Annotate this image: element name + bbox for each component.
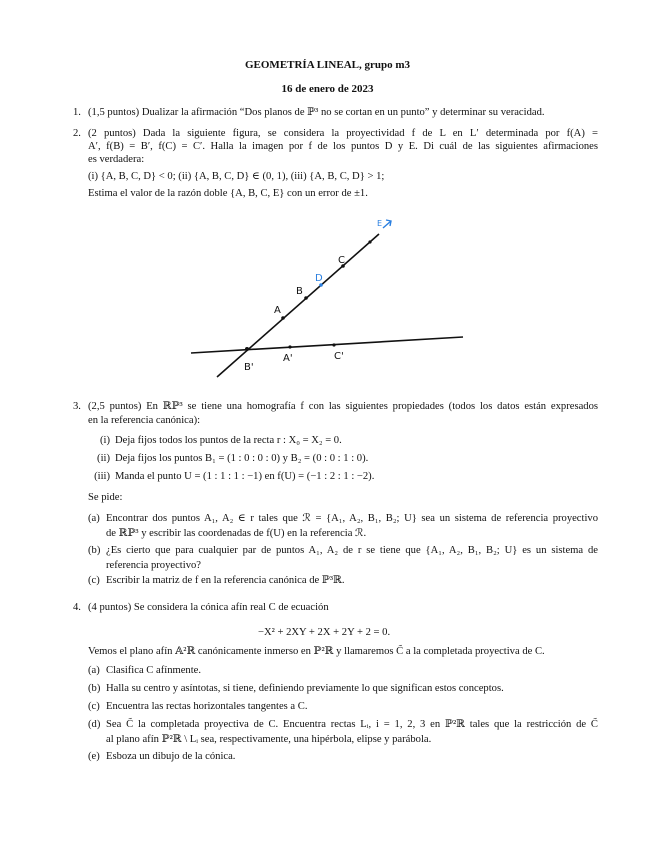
exam-date: 16 de enero de 2023: [281, 83, 374, 95]
q4-part-label: (d): [88, 719, 101, 730]
label-E: E: [377, 219, 383, 228]
q3-part-label: (c): [88, 575, 100, 586]
q1-text: (1,5 puntos) Dualizar la afirmación “Dos planos de ℙ³ no se cortan en un punto” y determinar su veracidad.: [88, 107, 545, 118]
q3-part-text: ¿Es cierto que para cualquier par de puntos A₁, A₂ de r se tiene que {A₁, A₂, B₁, B₂; U} es un sistema de: [106, 545, 598, 556]
q3-part-text: Escribir la matriz de f en la referencia canónica de ℙ³ℝ.: [106, 575, 345, 586]
exam-title: GEOMETRÍA LINEAL, grupo m3: [244, 59, 411, 71]
q2-options: (i) {A, B, C, D} < 0; (ii) {A, B, C, D} ∈ (0, 1), (iii) {A, B, C, D} > 1;: [88, 171, 385, 182]
q2-line: (2 puntos) Dada la siguiente figura, se considera la proyectividad f de L en L′ determinada por f(A) =: [88, 128, 598, 139]
q3-part-label: (a): [88, 513, 100, 524]
q2-line: A′, f(B) = B′, f(C) = C′. Halla la imagen por f de los puntos D y E. Di cuál de las siguientes afirmaciones: [88, 141, 598, 152]
q4-number: 4.: [73, 602, 81, 613]
q2-estimate: Estima el valor de la razón doble {A, B, C, E} con un error de ±1.: [88, 188, 368, 199]
q4-part-label: (e): [88, 751, 100, 762]
q4-part-text: Clasifica C afínmente.: [106, 665, 202, 676]
q3-prop-text: Manda el punto U = (1 : 1 : 1 : −1) en f(U) = (−1 : 2 : 1 : −2).: [115, 471, 375, 482]
q3-line: en la referencia canónica):: [88, 415, 201, 426]
q2-line: es verdadera:: [88, 154, 145, 165]
q3-prop-label: (ii): [97, 453, 110, 464]
arrow-E-icon: [383, 220, 391, 228]
q4-context: Vemos el plano afín 𝔸²ℝ canónicamente inmerso en ℙ²ℝ y llamaremos C̃ a la completada proyectiva de C.: [88, 646, 545, 657]
point-A: [281, 316, 285, 320]
q3-part-text: Encontrar dos puntos A₁, A₂ ∈ r tales que ℛ = {A₁, A₂, B₁, B₂; U} sea un sistema de referencia proyectivo: [106, 513, 598, 524]
q4-part-text: Sea C̃ la completada proyectiva de C. Encuentra rectas Lᵢ, i = 1, 2, 3 en ℙ²ℝ tales que la restricción de C̃: [106, 719, 598, 730]
q4-intro: (4 puntos) Se considera la cónica afín real C de ecuación: [88, 602, 329, 613]
q3-number: 3.: [73, 401, 81, 412]
q4-part-text: Esboza un dibujo de la cónica.: [106, 751, 236, 762]
q3-prop-label: (i): [100, 435, 110, 446]
q3-prop-text: Deja fijos los puntos B₁ = (1 : 0 : 0 : 0) y B₂ = (0 : 0 : 1 : 0).: [115, 453, 369, 464]
q3-prop-text: Deja fijos todos los puntos de la recta r : X₀ = X₂ = 0.: [115, 435, 342, 446]
q3-prop-label: (iii): [94, 471, 110, 482]
q4-part-label: (b): [88, 683, 101, 694]
q4-equation: −X² + 2XY + 2X + 2Y + 2 = 0.: [258, 627, 391, 638]
q3-part-label: (b): [88, 545, 101, 556]
point-A-prime: [288, 345, 291, 348]
q4-part-text: al plano afín ℙ²ℝ \ Lᵢ sea, respectivamente, una hipérbola, elipse y parábola.: [106, 734, 432, 745]
q2-number: 2.: [73, 128, 81, 139]
label-C-prime: C': [334, 351, 344, 362]
q4-part-text: Halla su centro y asíntotas, si tiene, definiendo previamente lo que significan estos conceptos.: [106, 683, 504, 694]
point-B: [304, 296, 308, 300]
q3-se-pide: Se pide:: [88, 492, 123, 503]
q4-part-text: Encuentra las rectas horizontales tangentes a C.: [106, 701, 308, 712]
q1-number: 1.: [73, 107, 81, 118]
tick-mark: [368, 240, 371, 243]
q4-part-label: (c): [88, 701, 100, 712]
point-B-prime: [245, 347, 249, 351]
line-L: [217, 234, 379, 377]
q4-part-label: (a): [88, 665, 100, 676]
q3-part-text: de ℝℙ³ y escribir las coordenadas de f(U) en la referencia ℛ.: [106, 528, 367, 539]
label-A-prime: A': [283, 353, 293, 364]
label-D: D: [315, 273, 323, 284]
label-A: A: [274, 305, 281, 316]
label-B-prime: B': [244, 362, 254, 373]
label-C: C: [338, 255, 345, 266]
q3-line: (2,5 puntos) En ℝℙ³ se tiene una homografía f con las siguientes propiedades (todos los datos están expresados: [88, 401, 598, 412]
line-L-prime: [191, 337, 463, 353]
point-C-prime: [332, 343, 335, 346]
q3-part-text: referencia proyectivo?: [106, 560, 201, 571]
label-B: B: [296, 286, 303, 297]
